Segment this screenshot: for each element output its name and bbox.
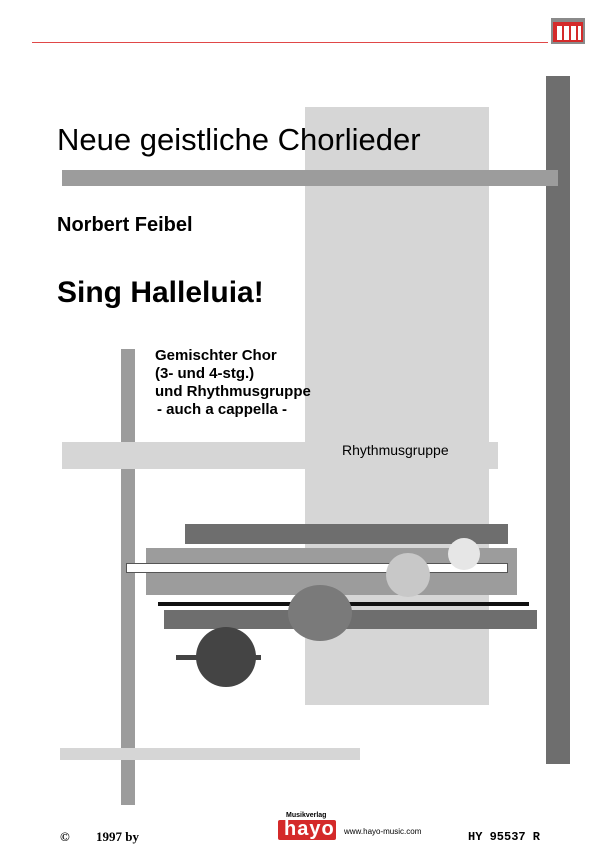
copyright-year: 1997 by (96, 829, 139, 844)
author-name: Norbert Feibel (57, 214, 193, 236)
scoring-block (155, 347, 311, 419)
catalog-number: HY 95537 R (468, 830, 541, 844)
scoring-line: (3- und 4-stg.) (155, 365, 255, 382)
publisher-name: hayo (284, 818, 335, 840)
publisher-url: www.hayo-music.com (344, 827, 422, 836)
scoring-line: - auch a cappella - (157, 401, 288, 418)
collection-title: Neue geistliche Chorlieder (57, 122, 421, 157)
publisher-small-label: Musikverlag (286, 812, 327, 819)
scoring-line: Gemischter Chor (155, 347, 277, 364)
work-title: Sing Halleluia! (57, 276, 264, 309)
scoring-line: und Rhythmusgruppe (155, 383, 311, 400)
hayo-logo-icon (278, 812, 338, 846)
copyright-symbol: © (60, 829, 70, 844)
band-label: Rhythmusgruppe (342, 442, 449, 458)
